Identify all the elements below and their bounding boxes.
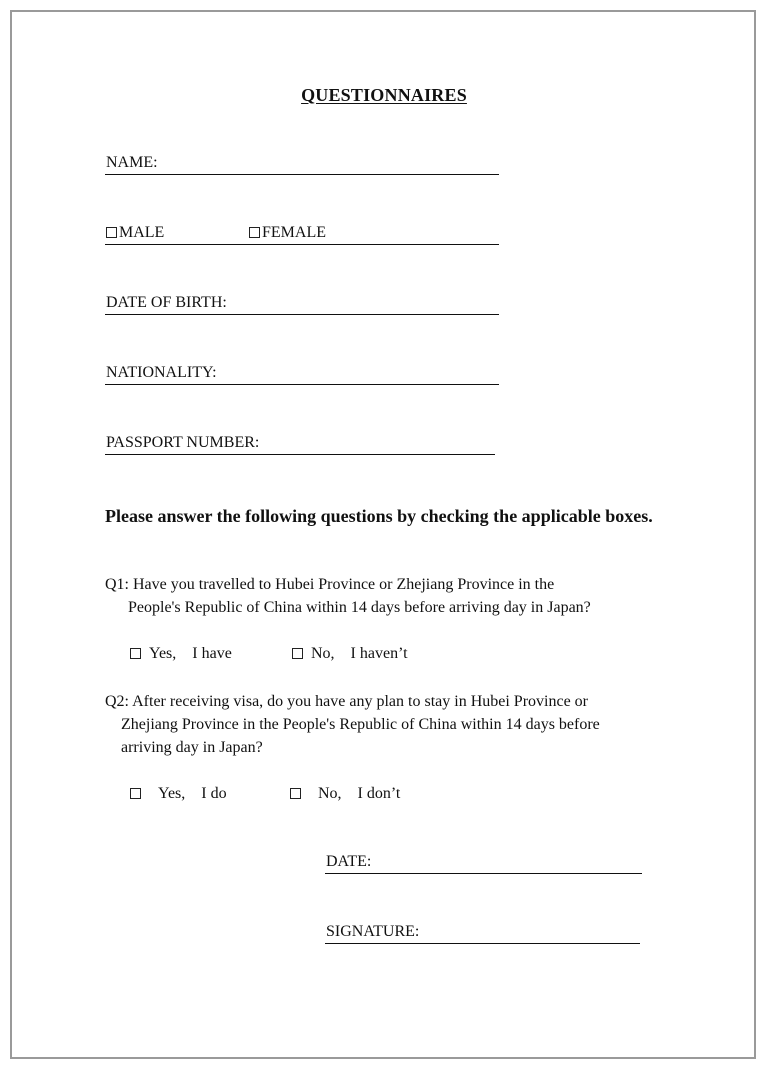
q2-number: Q2: [105,693,129,710]
q2-yes-label: Yes, I do [158,785,227,802]
signature-label: SIGNATURE: [326,923,420,940]
q1-no-checkbox[interactable] [292,648,303,659]
instructions-text: Please answer the following questions by checking the applicable boxes. [105,506,653,526]
dob-label: DATE OF BIRTH: [106,294,227,311]
q1-text-line1: Have you travelled to Hubei Province or Zhejiang Province in the [133,576,555,593]
signature-field[interactable] [325,923,640,944]
q2-no-option[interactable] [290,784,400,804]
nationality-label: NATIONALITY: [106,364,217,381]
q1-text-line2: People's Republic of China within 14 days before arriving day in Japan? [128,599,591,616]
question-2 [105,690,705,759]
page-title: QUESTIONNAIRES [301,85,467,105]
gender-field [105,224,499,245]
female-checkbox[interactable] [249,227,260,238]
male-checkbox[interactable] [106,227,117,238]
q1-yes-label: Yes, I have [149,645,232,662]
q1-no-option[interactable] [292,644,408,664]
q2-no-label: No, I don’t [318,785,401,802]
female-label: FEMALE [262,224,326,241]
name-field[interactable] [105,154,499,175]
date-label: DATE: [326,853,372,870]
q2-text-line1: After receiving visa, do you have any plan to stay in Hubei Province or [132,693,588,710]
q2-yes-option[interactable] [130,784,227,804]
name-label: NAME: [106,154,158,171]
q1-yes-checkbox[interactable] [130,648,141,659]
female-option[interactable] [249,224,326,242]
q1-no-label: No, I haven’t [311,645,408,662]
male-label: MALE [119,224,165,241]
q2-text-line3: arriving day in Japan? [121,739,263,756]
date-field[interactable] [325,853,642,874]
q2-text-line2: Zhejiang Province in the People's Republic of China within 14 days before [121,716,600,733]
q2-yes-checkbox[interactable] [130,788,141,799]
passport-field[interactable] [105,434,495,455]
dob-field[interactable] [105,294,499,315]
nationality-field[interactable] [105,364,499,385]
q1-number: Q1: [105,576,129,593]
passport-label: PASSPORT NUMBER: [106,434,260,451]
male-option[interactable] [106,224,164,241]
q2-no-checkbox[interactable] [290,788,301,799]
q1-yes-option[interactable] [130,644,232,664]
question-1 [105,573,705,619]
